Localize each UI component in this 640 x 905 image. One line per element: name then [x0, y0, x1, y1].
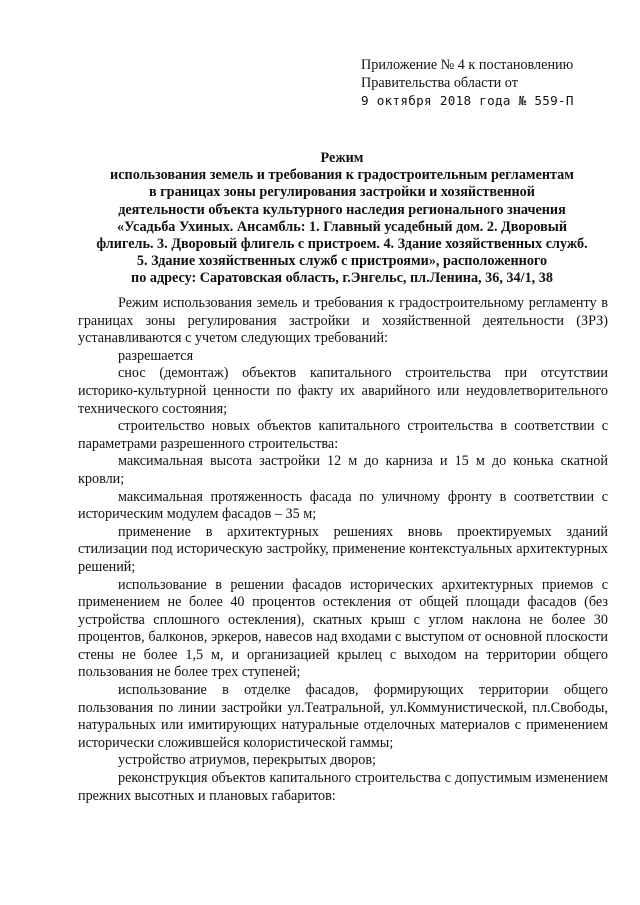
body-paragraph: строительство новых объектов капитального строительства в соответствии с параметрами разрешенного строительства:: [78, 418, 608, 452]
heading-title: Режим: [320, 150, 364, 166]
body-paragraph: снос (демонтаж) объектов капитального строительства при отсутствии историко-культурной ценности по факту их аварийного или неудовлетворительного технического состояния;: [78, 365, 608, 417]
document-heading: [72, 150, 612, 288]
heading-line: деятельности объекта культурного наследия регионального значения: [118, 201, 566, 218]
body-paragraph: максимальная высота застройки 12 м до карниза и 15 м до конька скатной кровли;: [78, 453, 608, 487]
body-paragraph: разрешается: [118, 347, 194, 364]
annex-line-2: Правительства области от: [361, 74, 518, 91]
body-paragraph: использование в решении фасадов исторических архитектурных приемов с применением не более 40 процентов остекления от общей площади фасадов (без устройства сплошного остекления), скатных крыш с углом наклона не более 30 процентов, балконов, эркеров, навесов над входами с выступом от основной плоскости стены не более 1,5 м, и организацией крылец с выходом на территории общего пользования не более трех ступеней;: [78, 576, 608, 681]
annex-line-1: Приложение № 4 к постановлению: [361, 57, 574, 73]
heading-line: 5. Здание хозяйственных служб с пристроями», расположенного: [136, 253, 548, 270]
heading-line: по адресу: Саратовская область, г.Энгельс, пл.Ленина, 36, 34/1, 38: [131, 270, 553, 287]
body-paragraph: использование в отделке фасадов, формирующих территории общего пользования по линии застройки ул.Театральной, ул.Коммунистической, пл.Свободы, натуральных или имитирующих натуральные отделочных материалов с применением исторически сложившейся колористической гаммы;: [78, 682, 608, 751]
body-paragraph-intro: Режим использования земель и требования к градостроительному регламенту в границах зоны регулирования застройки и хозяйственной деятельности (ЗРЗ) устанавливаются с учетом следующих требований:: [78, 295, 608, 347]
body-paragraph: максимальная протяженность фасада по уличному фронту в соответствии с историческим модулем фасадов – 35 м;: [78, 488, 608, 523]
body-paragraph: устройство атриумов, перекрытых дворов;: [118, 752, 376, 769]
heading-line: использования земель и требования к градостроительным регламентам: [110, 167, 574, 184]
heading-line: флигель. 3. Дворовый флигель с пристроем. 4. Здание хозяйственных служб.: [96, 236, 588, 253]
body-paragraph: реконструкция объектов капитального строительства с допустимым изменением прежних высотных и плановых габаритов:: [78, 770, 608, 804]
document-body: [78, 295, 608, 805]
heading-line: «Усадьба Ухиных. Ансамбль: 1. Главный усадебный дом. 2. Дворовый: [117, 218, 567, 235]
body-paragraph: применение в архитектурных решениях вновь проектируемых зданий стилизации под историческую застройку, применение контекстуальных архитектурных решений;: [78, 523, 608, 575]
annex-note: [361, 57, 621, 110]
annex-date-stamp: 9 октября 2018 года № 559-П: [361, 93, 574, 108]
heading-line: в границах зоны регулирования застройки и хозяйственной: [149, 184, 535, 201]
